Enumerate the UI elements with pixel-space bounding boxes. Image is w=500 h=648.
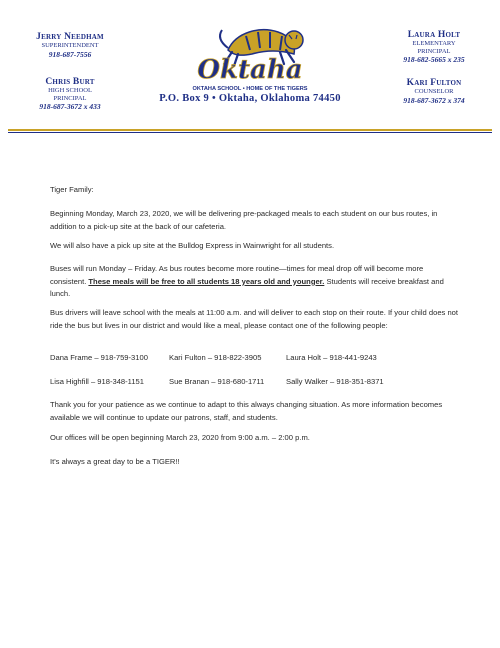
hs-principal-name: Chris Burt	[45, 77, 95, 87]
breakfast-lunch-text: Students will receive breakfast and lunch.	[50, 276, 444, 299]
hs-principal-phone: 918-687-3672 x 433	[39, 102, 101, 111]
paragraph-bus-schedule	[50, 263, 460, 301]
contact-person: Laura Holt – 918-441-9243	[286, 353, 377, 362]
elem-principal-title-line2: PRINCIPAL	[417, 47, 451, 55]
hs-principal-title-line1: HIGH SCHOOL	[48, 87, 92, 94]
school-address: P.O. Box 9 • Oktaha, Oklahoma 74450	[159, 93, 341, 104]
high-school-principal-contact	[10, 77, 130, 111]
paragraph-pickup-site: We will also have a pick up site at the Bulldog Express in Wainwright for all students.	[50, 241, 335, 250]
header-rule-gold	[8, 129, 492, 131]
contact-person: Dana Frame – 918-759-3100	[50, 353, 148, 362]
contact-person: Lisa Highfill – 918-348-1151	[50, 377, 144, 386]
oktaha-logo	[168, 20, 333, 100]
logo-tagline: OKTAHA SCHOOL • HOME OF THE TIGERS	[192, 86, 308, 92]
letter-greeting: Tiger Family:	[50, 185, 94, 194]
header-rule-navy	[8, 132, 492, 133]
elementary-principal-contact	[378, 30, 490, 64]
counselor-title: COUNSELOR	[414, 88, 454, 95]
counselor-contact	[378, 78, 490, 105]
counselor-name: Kari Fulton	[406, 78, 462, 88]
elem-principal-title-line1: ELEMENTARY	[412, 40, 456, 47]
elem-principal-phone: 918-682-5665 x 235	[403, 55, 465, 64]
superintendent-title: SUPERINTENDENT	[41, 42, 99, 49]
counselor-phone: 918-687-3672 x 374	[403, 95, 465, 105]
superintendent-name: Jerry Needham	[36, 32, 104, 42]
paragraph-thank-you: Thank you for your patience as we continue to adapt to this always changing situation. As more information becomes available we will continue to update our patrons, staff, and students.	[50, 400, 443, 422]
paragraph-office-hours: Our offices will be open beginning March 23, 2020 from 9:00 a.m. – 2:00 p.m.	[50, 433, 310, 442]
letter-closing: It's always a great day to be a TIGER!!	[50, 457, 180, 466]
contact-person: Sally Walker – 918-351-8371	[286, 377, 384, 386]
contact-person: Sue Branan – 918-680-1711	[169, 377, 265, 386]
superintendent-phone: 918-687-7556	[48, 49, 92, 59]
hs-principal-title-line2: PRINCIPAL	[53, 94, 87, 102]
free-meals-notice: These meals will be free to all students 18 years old and younger.	[88, 276, 325, 286]
elem-principal-name: Laura Holt	[407, 30, 461, 40]
superintendent-contact	[10, 32, 130, 59]
logo-wordmark: Oktaha	[197, 55, 303, 85]
paragraph-bus-drivers: Bus drivers will leave school with the meals at 11:00 a.m. and will deliver to each stop on their route. If your child does not ride the bus but lives in our district and would like a meal, please contact one of the following people:	[50, 308, 459, 330]
contact-person: Kari Fulton – 918-822-3905	[169, 353, 262, 362]
paragraph-meal-delivery: Beginning Monday, March 23, 2020, we will be delivering pre-packaged meals to each student on our bus routes, in addition to a pick-up site at the back of our cafeteria.	[50, 209, 438, 231]
bus-schedule-text: Buses will run Monday – Friday. As bus routes become more routine—times for meal drop off will become more consistent.	[50, 264, 424, 286]
